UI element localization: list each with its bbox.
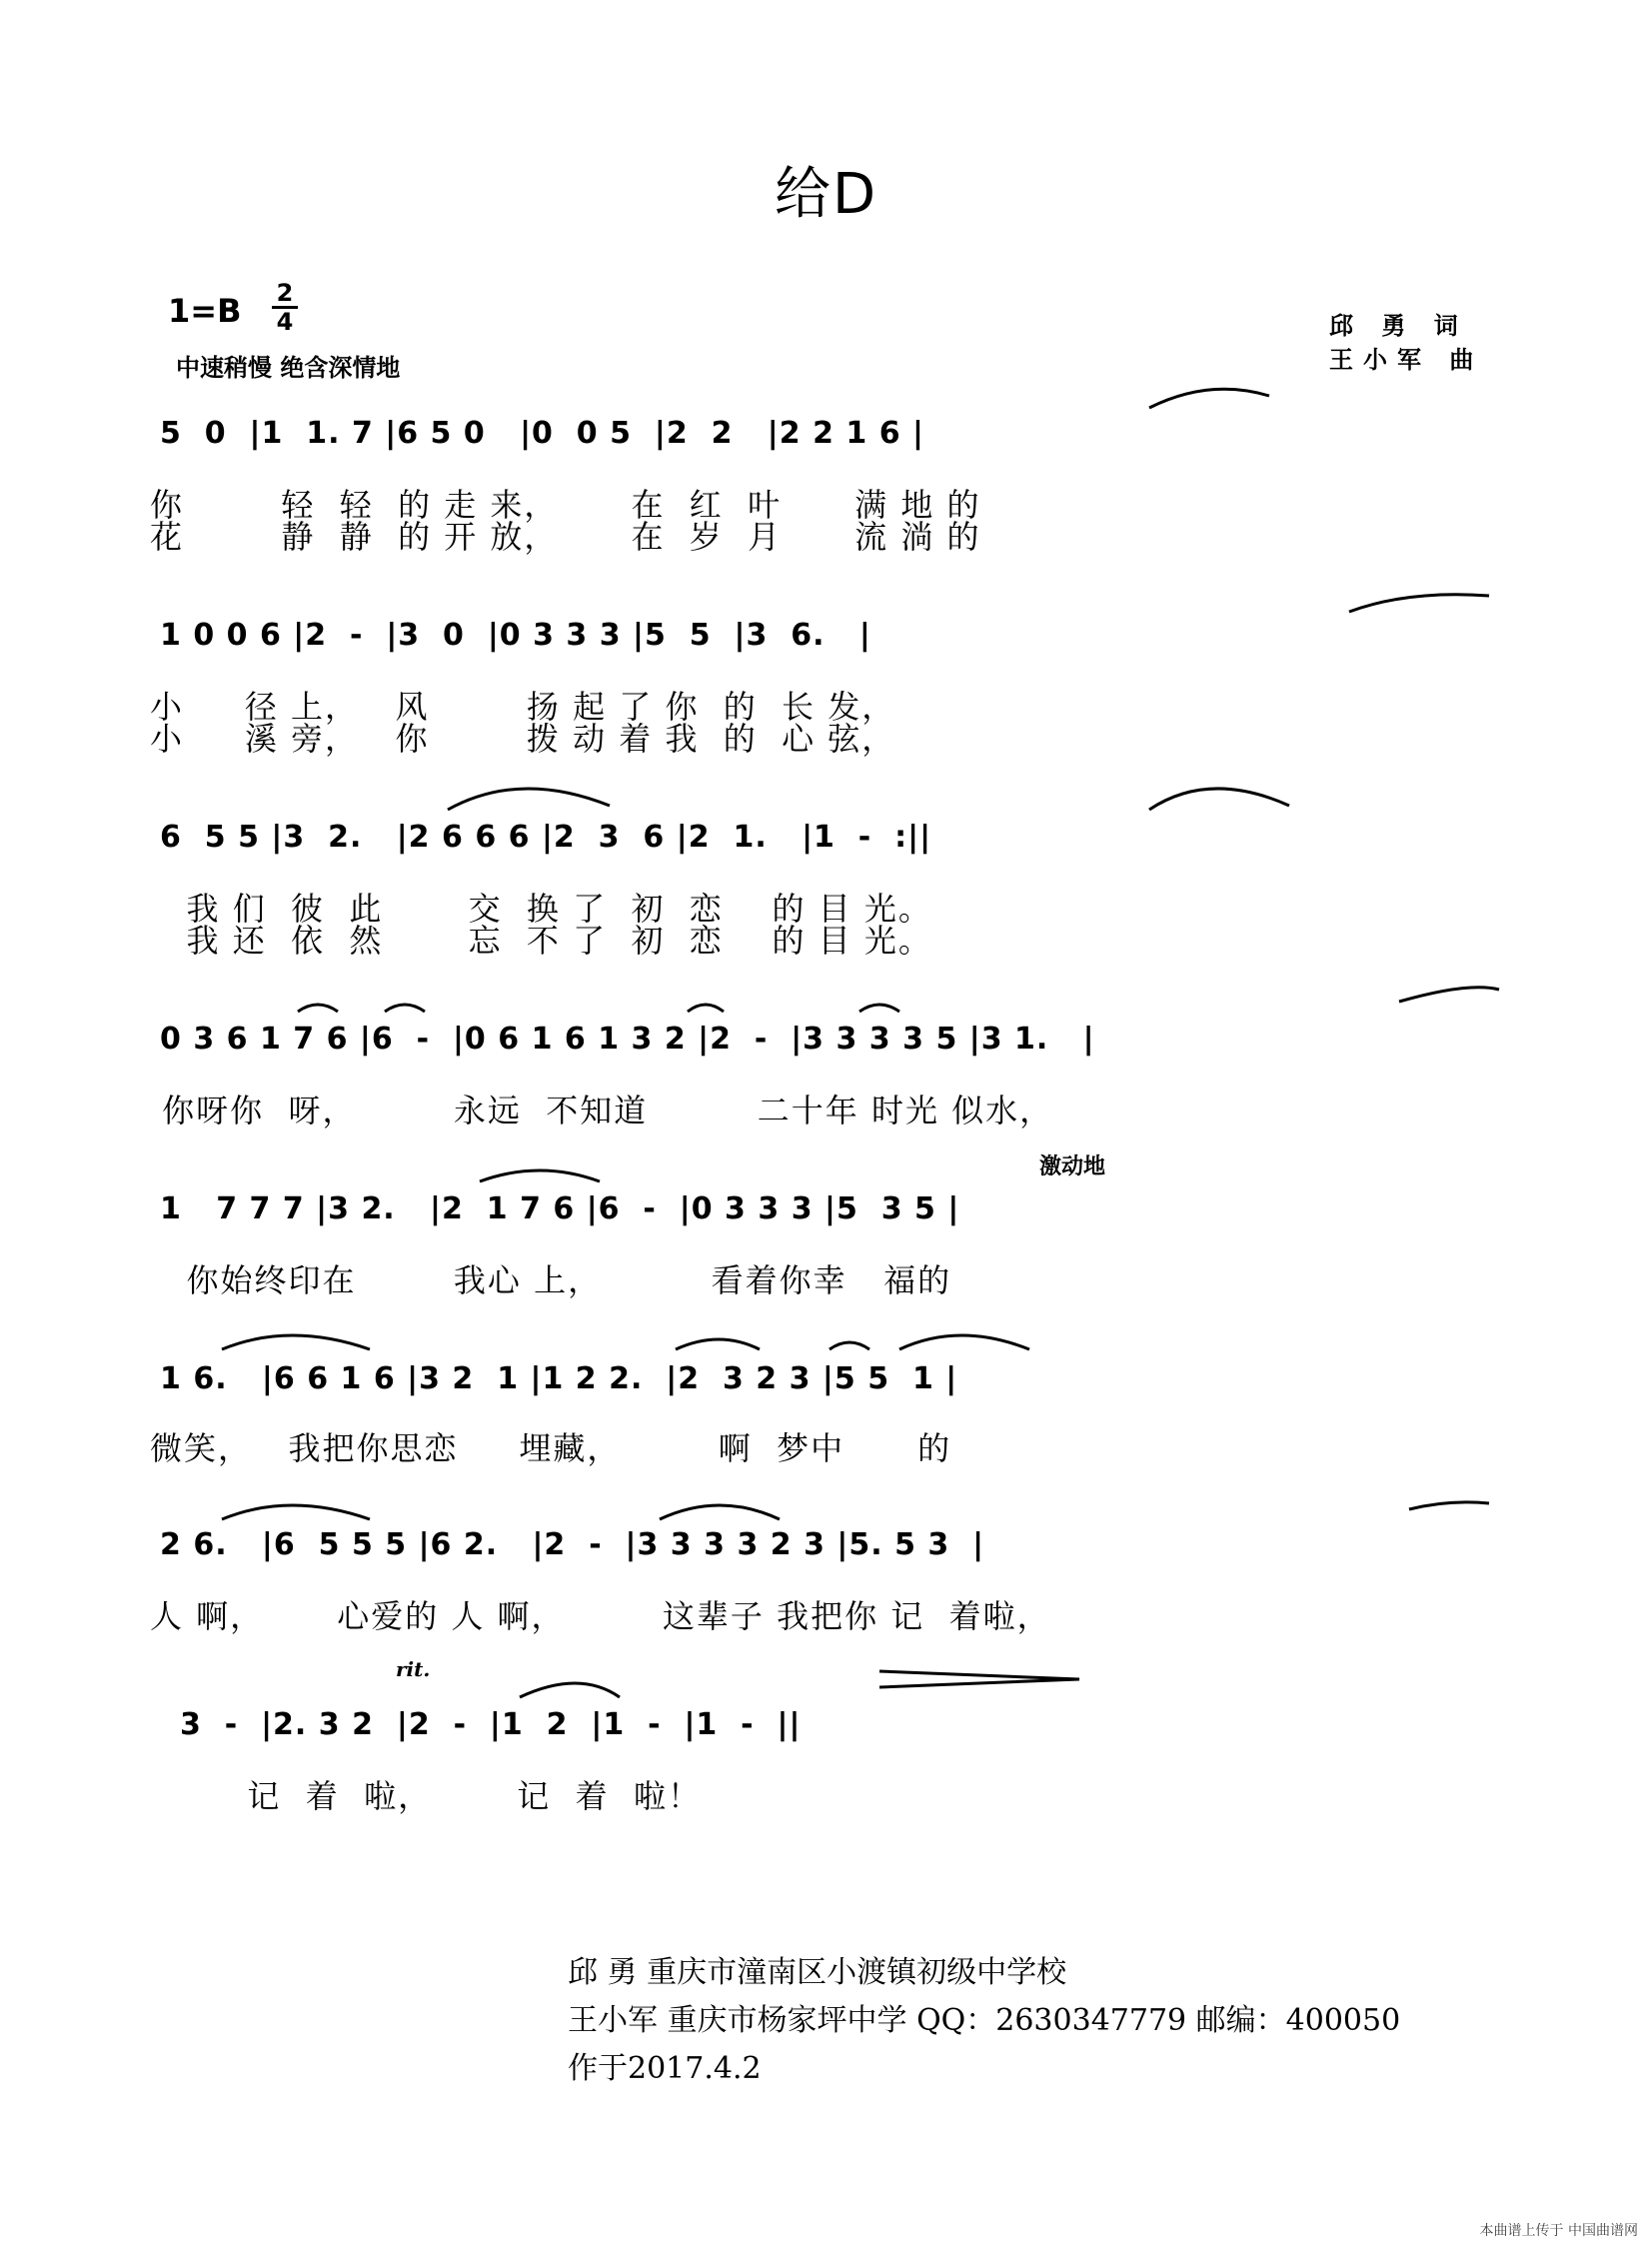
key-signature: 1=B	[168, 292, 242, 330]
slur-arc	[1149, 389, 1269, 408]
footer-lyricist-info: 邱 勇 重庆市潼南区小渡镇初级中学校	[568, 1955, 1067, 1990]
system-2-notes: 1 0 0 6 |2 - |3 0 |0 3 3 3 |5 5 |3 6. |	[160, 618, 871, 653]
system-2-lyrics-verse-1: 小 径 上， 风 扬 起 了 你 的 长 发，	[150, 688, 896, 726]
slur-arc	[1349, 595, 1489, 612]
system-1-notes: 5 0 |1 1. 7 |6 5 0 |0 0 5 |2 2 |2 2 1 6 |	[160, 416, 924, 451]
slur-arc	[676, 1339, 760, 1349]
slur-arc	[222, 1335, 370, 1349]
expression-excited: 激动地	[1039, 1154, 1106, 1179]
lyricist-credit: 邱 勇 词	[1329, 311, 1468, 340]
system-5-notes: 1 7 7 7 |3 2. |2 1 7 6 |6 - |0 3 3 3 |5 3 5 |	[160, 1191, 960, 1226]
system-7-notes: 2 6. |6 5 5 5 |6 2. |2 - |3 3 3 3 2 3 |5. 5 3 |	[160, 1527, 985, 1562]
slur-arc	[1149, 789, 1289, 810]
decrescendo-hairpin	[879, 1671, 1079, 1687]
slur-arc	[222, 1505, 370, 1519]
ritardando-marking: rit.	[396, 1657, 431, 1681]
system-3-lyrics-verse-2: 我 还 依 然 忘 不 了 初 恋 的 目 光。	[150, 922, 932, 960]
system-4-lyrics: 你呀你 呀， 永远 不知道 二十年 时光 似水，	[150, 1092, 1054, 1129]
system-6-lyrics: 微笑， 我把你思恋 埋藏， 啊 梦中 的	[150, 1429, 952, 1467]
system-8-lyrics: 记 着 啦， 记 着 啦！	[150, 1777, 702, 1815]
site-watermark: 本曲谱上传于 中国曲谱网	[1479, 2223, 1638, 2239]
slur-arc	[448, 789, 610, 810]
footer-composer-info: 王小军 重庆市杨家坪中学 QQ：2630347779 邮编：400050	[568, 2003, 1401, 2038]
slur-arc	[859, 1005, 899, 1012]
footer-date: 作于2017.4.2	[568, 2051, 762, 2086]
time-signature-top: 2	[276, 279, 294, 307]
system-1-lyrics-verse-1: 你 轻 轻 的 走 来， 在 红 叶 满 地 的	[150, 486, 981, 524]
system-2-lyrics-verse-2: 小 溪 旁， 你 拨 动 着 我 的 心 弦，	[150, 720, 896, 758]
slur-arc	[298, 1005, 338, 1012]
slur-arc	[660, 1505, 780, 1519]
system-4-notes: 0 3 6 1 7 6 |6 - |0 6 1 6 1 3 2 |2 - |3 3 3 3 5 |3 1. |	[160, 1022, 1095, 1057]
tempo-marking: 中速稍慢 绝含深情地	[176, 354, 401, 382]
system-3-notes: 6 5 5 |3 2. |2 6 6 6 |2 3 6 |2 1. |1 - :||	[160, 820, 932, 855]
song-title: 给D	[774, 162, 878, 227]
time-signature-bottom: 4	[276, 308, 294, 336]
slur-arc	[688, 1005, 724, 1012]
slur-arc	[520, 1683, 620, 1697]
slur-arc	[899, 1335, 1029, 1349]
slur-arc	[385, 1005, 425, 1012]
composer-credit: 王小军 曲	[1329, 345, 1484, 374]
system-5-lyrics: 你始终印在 我心 上， 看着你幸 福的	[150, 1261, 952, 1299]
slur-arc	[1399, 988, 1499, 1002]
system-3-lyrics-verse-1: 我 们 彼 此 交 换 了 初 恋 的 目 光。	[150, 890, 932, 928]
system-1-lyrics-verse-2: 花 静 静 的 开 放， 在 岁 月 流 淌 的	[150, 518, 981, 556]
slur-arc	[1409, 1502, 1489, 1509]
slur-arc	[480, 1170, 600, 1181]
slur-arc	[829, 1342, 869, 1349]
system-8-notes: 3 - |2. 3 2 |2 - |1 2 |1 - |1 - ||	[180, 1707, 802, 1742]
system-7-lyrics: 人 啊， 心爱的 人 啊， 这辈子 我把你 记 着啦，	[150, 1597, 1051, 1635]
system-6-notes: 1 6. |6 6 1 6 |3 2 1 |1 2 2. |2 3 2 3 |5 5 1 |	[160, 1361, 958, 1396]
